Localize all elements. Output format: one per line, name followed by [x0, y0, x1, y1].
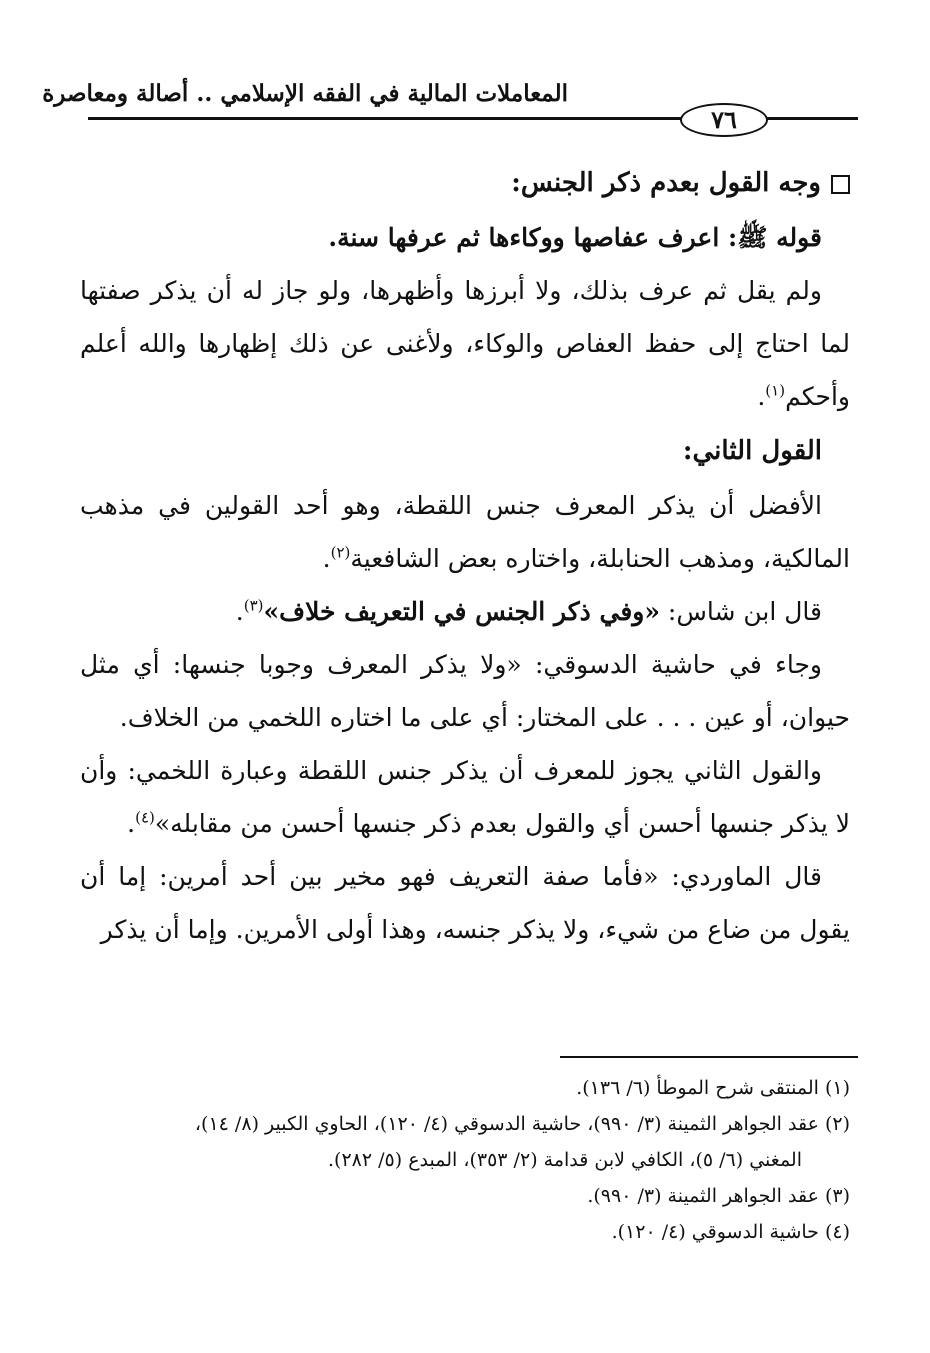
footnote-ref: (١) — [765, 381, 786, 400]
main-text — [80, 155, 850, 956]
footnote: (٤) حاشية الدسوقي (٤/ ١٢٠). — [611, 1221, 850, 1243]
paragraph — [80, 264, 850, 423]
punctuation: . — [757, 382, 766, 411]
footnote-continuation: المغني (٦/ ٥)، الكافي لابن قدامة (٢/ ٣٥٣)، المبدع (٥/ ٢٨٢). — [328, 1149, 802, 1171]
punctuation: . — [322, 544, 331, 573]
section-heading-text: وجه القول بعدم ذكر الجنس: — [511, 168, 821, 198]
subheading: القول الثاني: — [682, 436, 822, 466]
hadith-paragraph: قوله ﷺ: اعرف عفاصها ووكاءها ثم عرفها سنة. — [328, 223, 822, 252]
paragraph — [80, 479, 850, 585]
footnote: (١) المنتقى شرح الموطأ (٦/ ١٣٦). — [576, 1077, 850, 1099]
paragraph: وجاء في حاشية الدسوقي: «ولا يذكر المعرف وجوبا جنسها: أي مثل حيوان، أو عين . . . على المختار: أي على ما اختاره اللخمي من الخلاف. — [80, 650, 850, 732]
paragraph-lead: قال ابن شاس: — [659, 597, 822, 626]
footnote-ref: (٤) — [135, 808, 155, 827]
footnote: (٣) عقد الجواهر الثمينة (٣/ ٩٩٠). — [587, 1185, 850, 1207]
punctuation: . — [235, 597, 244, 626]
paragraph: قال الماوردي: «فأما صفة التعريف فهو مخير بين أحد أمرين: إما أن يقول من ضاع من شيء، ولا يذكر جنسه، وهذا أولى الأمرين. وإما أن يذكر — [80, 862, 850, 944]
footnote-separator — [560, 1056, 858, 1058]
paragraph-text: ولم يقل ثم عرف بذلك، ولا أبرزها وأظهرها، ولو جاز له أن يذكر صفتها لما احتاج إلى حفظ العفاص والوكاء، ولأغنى عن ذلك إظهارها والله أعلم وأحكم — [80, 276, 850, 411]
paragraph — [80, 744, 850, 850]
paragraph — [80, 585, 850, 638]
section-heading — [80, 155, 850, 211]
square-bullet-icon — [831, 175, 850, 194]
punctuation: . — [127, 809, 136, 838]
running-header-title: المعاملات المالية في الفقه الإسلامي .. أصالة ومعاصرة — [42, 80, 568, 107]
page-number: ٧٦ — [680, 103, 768, 137]
footnotes — [80, 1070, 850, 1250]
footnote-ref: (٣) — [243, 596, 264, 615]
paragraph-text: والقول الثاني يجوز للمعرف أن يذكر جنس اللقطة وعبارة اللخمي: وأن لا يذكر جنسها أحسن أي والقول بعدم ذكر جنسها أحسن من مقابله» — [80, 756, 850, 838]
paragraph-text: الأفضل أن يذكر المعرف جنس اللقطة، وهو أحد القولين في مذهب المالكية، ومذهب الحنابلة، واختاره بعض الشافعية — [80, 491, 850, 573]
footnote: (٢) عقد الجواهر الثمينة (٣/ ٩٩٠)، حاشية الدسوقي (٤/ ١٢٠)، الحاوي الكبير (٨/ ١٤)، — [194, 1113, 850, 1135]
quotation: «وفي ذكر الجنس في التعريف خلاف» — [263, 597, 660, 626]
footnote-ref: (٢) — [330, 543, 351, 562]
